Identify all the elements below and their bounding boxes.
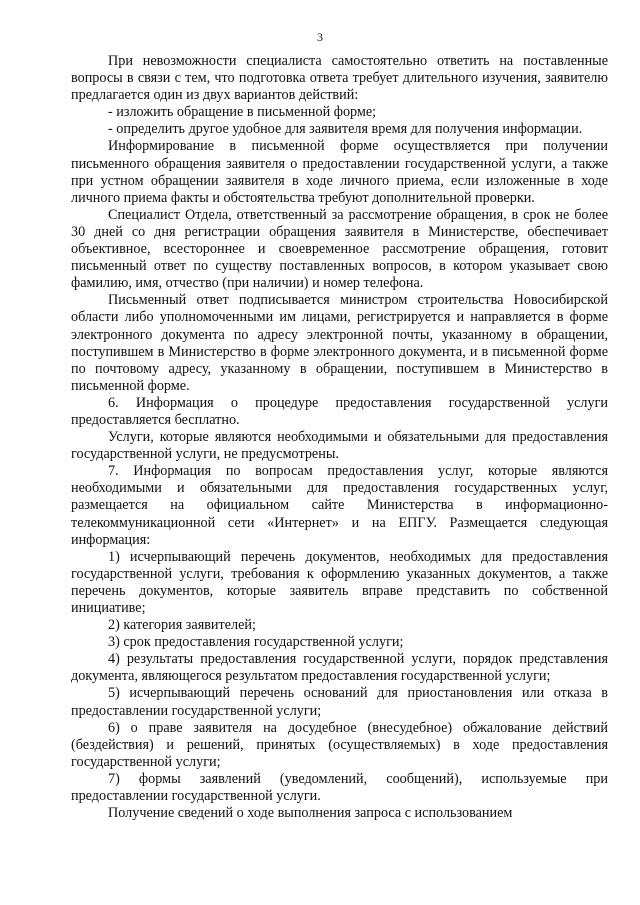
paragraph: Специалист Отдела, ответственный за рассмотрение обращения, в срок не более 30 дней со дня регистрации обращения заявителя в Министерстве, обеспечивает объективное, всестороннее и своевременное рассмотрение обращения, готовит письменный ответ по существу поставленных вопросов, в котором указывает свою фамилию, имя, отчество (при наличии) и номер телефона. [71,206,608,292]
paragraph: - изложить обращение в письменной форме; [108,104,377,121]
paragraph: 6. Информация о процедуре предоставления государственной услуги предоставляется бесплатно. [71,394,608,428]
document-body [71,53,608,822]
paragraph: 7) формы заявлений (уведомлений, сообщений), используемые при предоставлении государственной услуги. [71,770,608,805]
page-number: 3 [317,30,323,44]
paragraph: 2) категория заявителей; [108,617,256,634]
paragraph: При невозможности специалиста самостоятельно ответить на поставленные вопросы в связи с тем, что подготовка ответа требует длительного изучения, заявителю предлагается один из двух вариантов действий: [71,53,608,104]
paragraph: Письменный ответ подписывается министром строительства Новосибирской области либо уполномоченными им лицами, регистрируется и направляется в форме электронного документа по адресу электронной почты, указанному в обращении, поступившем в Министерство в форме электронного документа, и в письменной форме по почтовому адресу, указанному в обращении, поступившем в Министерство в письменной форме. [71,292,608,394]
paragraph: 1) исчерпывающий перечень документов, необходимых для предоставления государственной услуги, требования к оформлению указанных документов, а также перечень документов, которые заявитель вправе представить по собственной инициативе; [71,548,608,616]
paragraph: 7. Информация по вопросам предоставления услуг, которые являются необходимыми и обязательными для предоставления государственных услуг, размещается на официальном сайте Министерства в информационно-телекоммуникационной сети «Интернет» и на ЕПГУ. Размещается следующая информация: [71,463,608,548]
paragraph: Получение сведений о ходе выполнения запроса с использованием [108,805,513,822]
paragraph: - определить другое удобное для заявителя время для получения информации. [108,121,583,138]
paragraph: 5) исчерпывающий перечень оснований для приостановления или отказа в предоставлении государственной услуги; [71,685,608,719]
paragraph: 4) результаты предоставления государственной услуги, порядок представления документа, являющегося результатом предоставления государственной услуги; [71,651,608,685]
paragraph: 6) о праве заявителя на досудебное (внесудебное) обжалование действий (бездействия) и решений, принятых (осуществляемых) в ходе предоставления государственной услуги; [71,719,608,770]
paragraph: Услуги, которые являются необходимыми и обязательными для предоставления государственной услуги, не предусмотрены. [71,429,608,463]
paragraph: 3) срок предоставления государственной услуги; [108,634,404,651]
paragraph: Информирование в письменной форме осуществляется при получении письменного обращения заявителя о предоставлении государственной услуги, а также при устном обращении заявителя в ходе личного приема, если изложенные в ходе личного приема факты и обстоятельства требуют дополнительной проверки. [71,138,608,206]
